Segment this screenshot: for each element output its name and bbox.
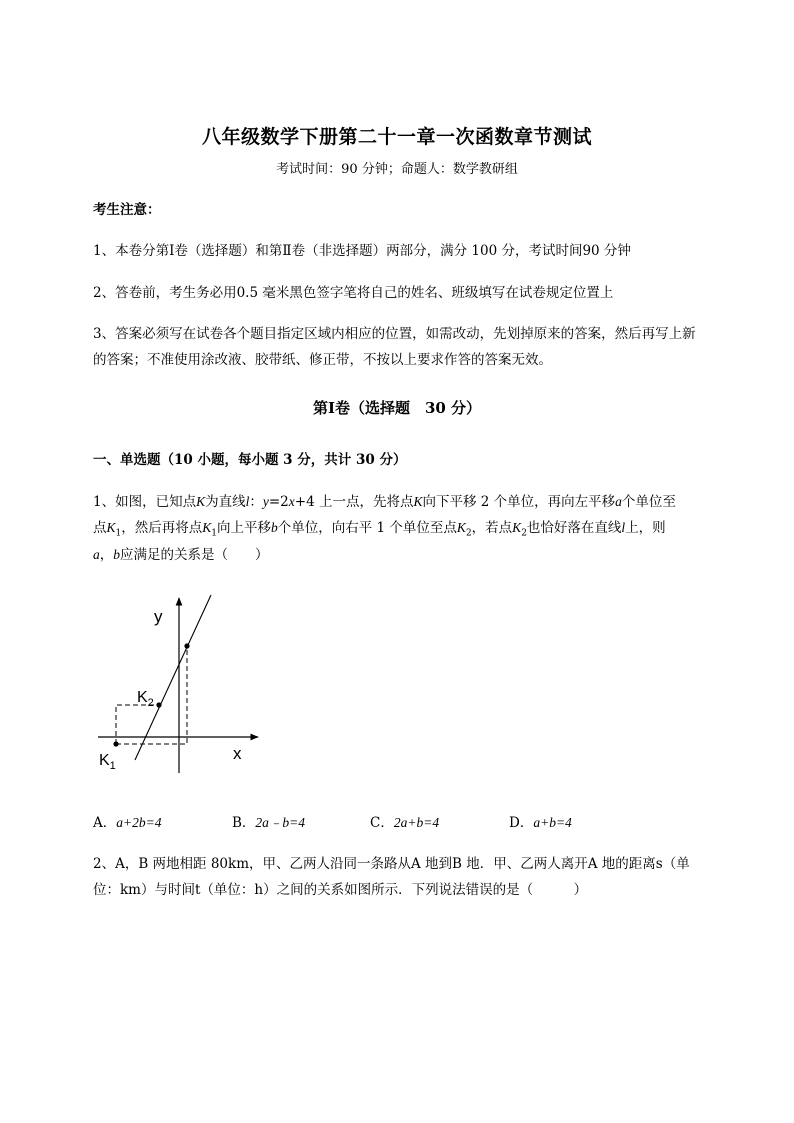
option-b[interactable]: B．2a﹣b=4 (232, 815, 306, 831)
part-heading: 一、单选题（10 小题，每小题 3 分，共计 30 分） (93, 452, 407, 468)
notice-item-2: 2、答卷前，考生务必用0.5 毫米黑色签字笔将自己的姓名、班级填写在试卷规定位置上 (93, 285, 614, 301)
question-2-line-1: 2、A，B 两地相距 80km，甲、乙两人沿同一条路从A 地到B 地．甲、乙两人离开A 地的距离s（单 (93, 856, 690, 872)
question-2-line-2: 位：km）与时间t（单位：h）之间的关系如图所示．下列说法错误的是（ ） (93, 882, 588, 898)
page-title: 八年级数学下册第二十一章一次函数章节测试 (201, 126, 592, 148)
option-c[interactable]: C．2a+b=4 (370, 815, 440, 831)
notice-heading: 考生注意： (93, 202, 161, 218)
question-1-line-3: a，b应满足的关系是（ ） (93, 547, 269, 563)
line-l (135, 595, 211, 760)
notice-item-3-cont: 的答案；不准使用涂改液、胶带纸、修正带，不按以上要求作答的答案无效。 (93, 352, 552, 368)
point-k2 (156, 702, 161, 707)
question-1-figure (90, 590, 270, 780)
option-d[interactable]: D．a+b=4 (509, 815, 572, 831)
section-title: 第Ⅰ卷（选择题 30 分） (312, 399, 482, 417)
exam-info: 考试时间：90 分钟；命题人：数学教研组 (276, 162, 518, 177)
point-k1 (113, 741, 118, 746)
question-1-line-2: 点$K_1$，然后再将点$K_1$向上平移b个单位，向右平 1 个单位至点$K_2$，若点$K_2$也恰好落在直线l上，则 (93, 520, 666, 539)
k2-label: $K_2$ (137, 689, 154, 709)
point-k (184, 643, 189, 648)
notice-item-1: 1、本卷分第Ⅰ卷（选择题）和第Ⅱ卷（非选择题）两部分，满分 100 分，考试时间90 分钟 (93, 243, 631, 259)
k1-label: $K_1$ (99, 752, 116, 772)
option-a[interactable]: A．a+2b=4 (93, 815, 162, 831)
k1-guide (116, 705, 159, 744)
question-1-line-1: 1、如图，已知点K为直线l：y=2x+4 上一点，先将点K向下平移 2 个单位，再向左平移a个单位至 (93, 494, 676, 510)
k-guide (116, 646, 187, 744)
x-axis-label: x (233, 744, 242, 763)
notice-item-3: 3、答案必须写在试卷各个题目指定区域内相应的位置，如需改动，先划掉原来的答案，然后再写上新 (93, 326, 696, 342)
y-axis-label: y (154, 607, 163, 626)
